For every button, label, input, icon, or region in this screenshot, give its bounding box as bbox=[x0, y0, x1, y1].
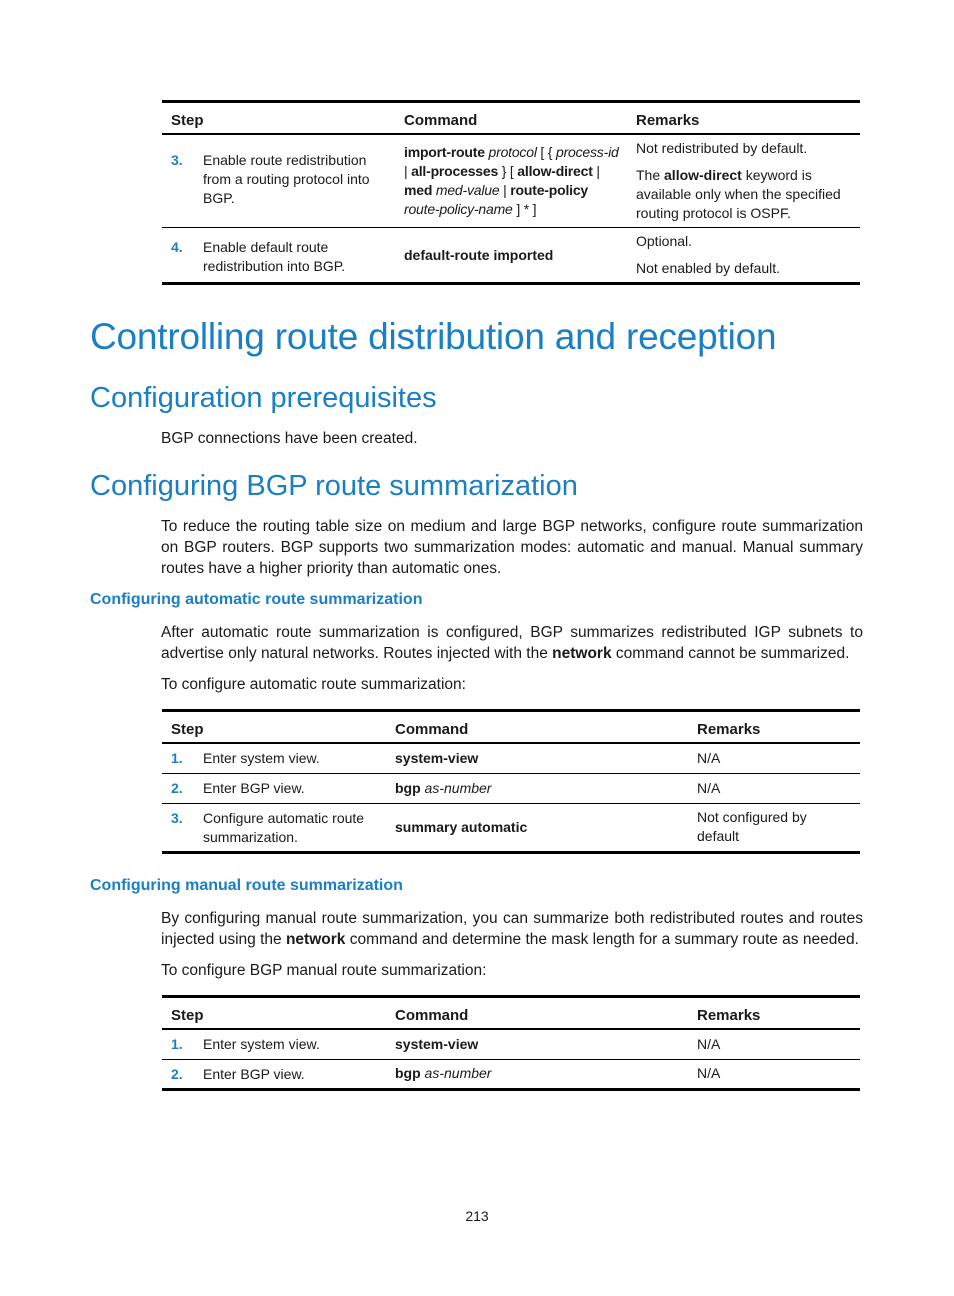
step-text: Enter system view. bbox=[203, 750, 320, 766]
step-number: 2. bbox=[171, 1065, 183, 1082]
cmd-syntax: ] * ] bbox=[512, 201, 537, 217]
table-row bbox=[162, 773, 860, 803]
inline-keyword: network bbox=[285, 931, 346, 948]
step-number: 1. bbox=[171, 750, 183, 766]
cmd-arg: as-number bbox=[420, 1065, 492, 1081]
cmd-arg: process-id bbox=[555, 144, 619, 160]
remarks-cell: N/A bbox=[697, 779, 721, 796]
command-cell bbox=[395, 228, 627, 284]
remark-text: The bbox=[636, 167, 665, 183]
inline-keyword: network bbox=[552, 645, 612, 662]
cmd-syntax: | bbox=[592, 163, 600, 179]
step-text: Enter BGP view. bbox=[203, 779, 305, 796]
manual-text bbox=[161, 908, 863, 950]
subsection-title-manual: Configuring manual route summarization bbox=[90, 877, 403, 894]
cmd-syntax: | bbox=[499, 182, 511, 198]
table-header-row bbox=[162, 102, 860, 135]
cmd-keyword: route-policy bbox=[510, 182, 588, 198]
chapter-title: Controlling route distribution and reception bbox=[90, 316, 777, 357]
command-cell bbox=[386, 773, 688, 803]
cmd-arg: route-policy-name bbox=[404, 201, 513, 217]
header-step: Step bbox=[171, 721, 204, 738]
automatic-text bbox=[161, 622, 863, 664]
remark-text: keyword is available only when the specified routing protocol is OSPF. bbox=[636, 167, 841, 221]
command-cell bbox=[386, 803, 688, 852]
cmd-keyword: bgp bbox=[395, 779, 421, 796]
step-cell bbox=[162, 773, 386, 803]
remarks-cell bbox=[627, 228, 860, 284]
header-step: Step bbox=[171, 1007, 204, 1024]
header-step: Step bbox=[171, 112, 204, 129]
table-row bbox=[162, 134, 860, 228]
step-cell bbox=[162, 228, 395, 284]
cmd-keyword: allow-direct bbox=[517, 163, 593, 179]
remark-line bbox=[636, 166, 851, 223]
cmd-syntax: | bbox=[404, 163, 412, 179]
table-row bbox=[162, 743, 860, 773]
cmd-keyword: system-view bbox=[395, 1035, 479, 1052]
header-remarks: Remarks bbox=[697, 1007, 761, 1024]
cmd-keyword: all-processes bbox=[411, 163, 499, 179]
header-command: Command bbox=[395, 1007, 469, 1024]
command-cell bbox=[386, 1059, 688, 1089]
step-text: Enable route redistribution from a routing protocol into BGP. bbox=[203, 152, 370, 206]
cmd-arg: protocol bbox=[484, 144, 537, 160]
section-title-summarization: Configuring BGP route summarization bbox=[90, 470, 578, 502]
step-cell bbox=[162, 743, 386, 773]
step-cell bbox=[162, 803, 386, 852]
header-command: Command bbox=[404, 112, 478, 129]
cmd-keyword: med bbox=[404, 182, 433, 198]
table-row bbox=[162, 803, 860, 852]
table-header-row bbox=[162, 711, 860, 744]
step-text: Enable default route redistribution into BGP. bbox=[203, 239, 346, 274]
remark-line: Not enabled by default. bbox=[636, 260, 780, 276]
remarks-cell: N/A bbox=[697, 1035, 721, 1052]
header-remarks: Remarks bbox=[697, 721, 761, 738]
step-number: 3. bbox=[171, 809, 183, 826]
step-number: 2. bbox=[171, 779, 183, 796]
remarks-cell: N/A bbox=[697, 1065, 721, 1081]
step-text: Enter system view. bbox=[203, 1036, 320, 1052]
step-text: Enter BGP view. bbox=[203, 1065, 305, 1082]
table-header-row bbox=[162, 997, 860, 1030]
command-cell bbox=[386, 743, 688, 773]
step-cell bbox=[162, 1059, 386, 1089]
manual-lead: To configure BGP manual route summarization: bbox=[161, 962, 487, 979]
step-number: 1. bbox=[171, 1036, 183, 1052]
command-cell bbox=[395, 134, 627, 228]
header-remarks: Remarks bbox=[636, 112, 700, 129]
subsection-title-automatic: Configuring automatic route summarization bbox=[90, 591, 423, 608]
cmd-keyword: import-route bbox=[404, 144, 485, 160]
remark-line: Optional. bbox=[636, 233, 693, 249]
remarks-cell bbox=[627, 134, 860, 228]
automatic-lead: To configure automatic route summarization: bbox=[161, 676, 466, 693]
command-cell bbox=[386, 1029, 688, 1059]
manual-summarization-table bbox=[162, 995, 860, 1091]
cmd-syntax: } [ bbox=[498, 163, 518, 179]
cmd-arg: med-value bbox=[432, 182, 500, 198]
automatic-summarization-table bbox=[162, 709, 860, 854]
redistribution-table bbox=[162, 100, 860, 285]
table-row bbox=[162, 1059, 860, 1089]
section-title-prerequisites: Configuration prerequisites bbox=[90, 382, 437, 414]
para-text: command cannot be summarized. bbox=[611, 645, 850, 662]
cmd-keyword: system-view bbox=[395, 749, 479, 766]
table-row bbox=[162, 228, 860, 284]
table-row bbox=[162, 1029, 860, 1059]
page-number: 213 bbox=[465, 1208, 489, 1224]
para-text: By configuring manual route summarization, you can summarize both redistributed routes and routes injected using the bbox=[161, 910, 863, 948]
para-text: After automatic route summarization is configured, BGP summarizes redistributed IGP subnets to advertise only natural networks. Routes injected with the bbox=[161, 624, 863, 662]
step-cell bbox=[162, 1029, 386, 1059]
remark-keyword: allow-direct bbox=[664, 167, 742, 183]
para-text: command and determine the mask length for a summary route as needed. bbox=[345, 931, 859, 948]
cmd-keyword: summary automatic bbox=[395, 818, 528, 835]
remark-line: Not redistributed by default. bbox=[636, 140, 808, 156]
prerequisites-text: BGP connections have been created. bbox=[161, 430, 418, 447]
step-number: 3. bbox=[171, 152, 183, 168]
remarks-cell: N/A bbox=[697, 749, 721, 766]
step-cell bbox=[162, 134, 395, 228]
cmd-keyword: default-route imported bbox=[404, 246, 554, 263]
header-command: Command bbox=[395, 721, 469, 738]
remarks-cell: Not configured by default bbox=[697, 809, 807, 844]
summarization-intro: To reduce the routing table size on medium and large BGP networks, configure route summarization on BGP routers. BGP supports two summarization modes: automatic and manual. Manual summary routes have a higher priority than automatic ones. bbox=[161, 518, 863, 577]
cmd-arg: as-number bbox=[420, 779, 492, 796]
step-text: Configure automatic route summarization. bbox=[203, 809, 365, 845]
cmd-syntax: [ { bbox=[536, 144, 556, 160]
step-number: 4. bbox=[171, 239, 183, 255]
cmd-keyword: bgp bbox=[395, 1065, 421, 1081]
